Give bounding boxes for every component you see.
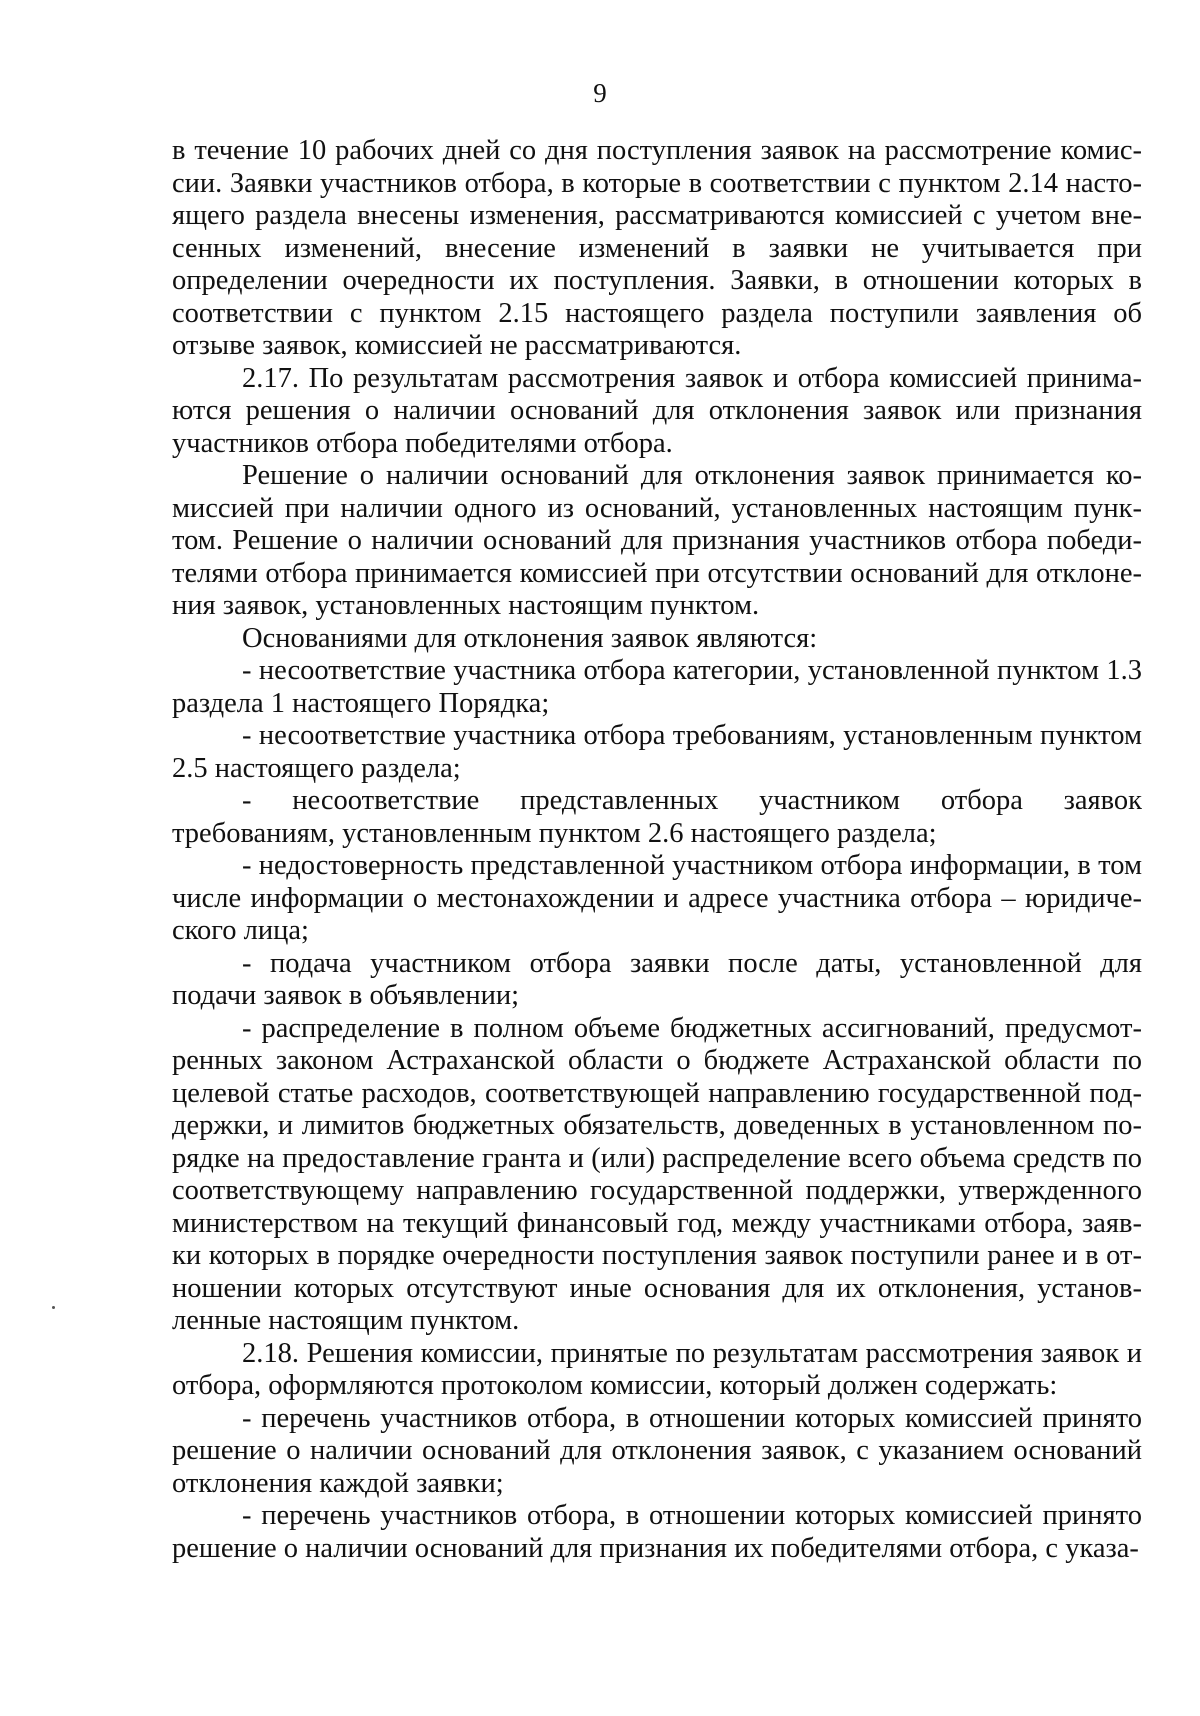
list-item-budget-distributed: - распределение в полном объеме бюджетных ассигнований, предусмотренных законом Астраханской области о бюджете Астраханской области по целевой статье расходов, соответствующей направлению государственной поддержки, и лимитов бюджетных обязательств, доведенных в установленном порядке на предоставление гранта и (или) распределение всего объема средств по соответствующему направлению государственной поддержки, утвержденного министерством на текущий финансовый год, между участниками отбора, заявки которых в порядке очередности поступления заявок поступили ранее и в отношении которых отсутствуют иные основания для их отклонения, установленные настоящим пунктом.: [172, 1012, 1142, 1336]
list-item-winning-participants: - перечень участников отбора, в отношении которых комиссией принято решение о наличии оснований для признания их победителями отбора, с указа-: [172, 1500, 1142, 1564]
paragraph-decision-grounds: Решение о наличии оснований для отклонения заявок принимается комиссией при наличии одного из оснований, установленных настоящим пунктом. Решение о наличии оснований для признания участников отбора победителями отбора принимается комиссией при отсутствии оснований для отклонения заявок, установленных настоящим пунктом.: [172, 460, 1142, 621]
paragraph-clause-2-18: 2.18. Решения комиссии, принятые по результатам рассмотрения заявок и отбора, оформляются протоколом комиссии, который должен содержать:: [172, 1337, 1142, 1401]
list-item-late-submission: - подача участником отбора заявки после даты, установленной для подачи заявок в объявлении;: [172, 947, 1142, 1011]
list-item-rejected-participants: - перечень участников отбора, в отношении которых комиссией принято решение о наличии оснований для отклонения заявок, с указанием оснований отклонения каждой заявки;: [172, 1402, 1142, 1499]
list-item-category-mismatch: - несоответствие участника отбора категории, установленной пунктом 1.3 раздела 1 настоящего Порядка;: [172, 655, 1142, 719]
list-item-requirements-mismatch: - несоответствие участника отбора требованиям, установленным пунктом 2.5 настоящего раздела;: [172, 720, 1142, 784]
paragraph-clause-2-17: 2.17. По результатам рассмотрения заявок и отбора комиссией принимаются решения о наличии оснований для отклонения заявок или признания участников отбора победителями отбора.: [172, 362, 1142, 459]
document-body: [172, 135, 1142, 1565]
page-number: 9: [593, 78, 607, 108]
scan-speck: [52, 1306, 55, 1309]
list-item-unreliable-information: - недостоверность представленной участником отбора информации, в том числе информации о местонахождении и адресе участника отбора – юридического лица;: [172, 850, 1142, 946]
list-item-application-mismatch: - несоответствие представленных участником отбора заявок требованиям, установленным пунктом 2.6 настоящего раздела;: [172, 785, 1142, 849]
paragraph-continuation: в течение 10 рабочих дней со дня поступления заявок на рассмотрение комиссии. Заявки участников отбора, в которые в соответствии с пунктом 2.14 настоящего раздела внесены изменения, рассматриваются комиссией с учетом внесенных изменений, внесение изменений в заявки не учитывается при определении очередности их поступления. Заявки, в отношении которых в соответствии с пунктом 2.15 настоящего раздела поступили заявления об отзыве заявок, комиссией не рассматриваются.: [172, 135, 1142, 361]
paragraph-rejection-grounds-heading: Основаниями для отклонения заявок являются:: [242, 622, 818, 654]
